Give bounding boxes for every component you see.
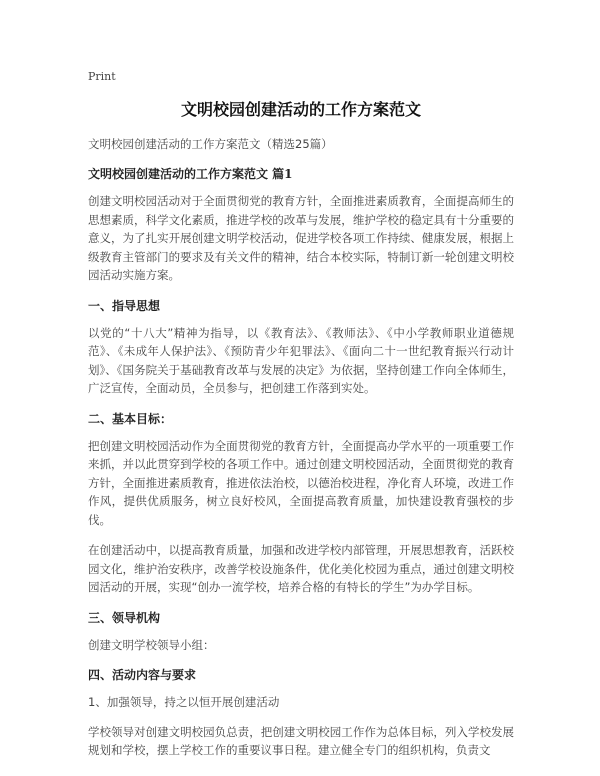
section-basic-goals-heading: 二、基本目标： xyxy=(88,411,173,426)
section-activities-item-1: 1、加强领导，持之以恒开展创建活动 xyxy=(88,694,280,709)
document-title: 文明校园创建活动的工作方案范文 xyxy=(180,100,421,119)
section-basic-goals-text-2: 在创建活动中，以提高教育质量，加强和改进学校内部管理，开展思想教育，活跃校园文化，维护治安秩序，改善学校设施条件，优化美化校园为重点，通过创建文明校园活动的开展，实现“创办一流学校，培养合格的有特长的学生”为办学目标。 xyxy=(88,543,514,594)
section-activities-text: 学校领导对创建文明校园负总责，把创建文明校园工作作为总体目标，列入学校发展规划和学校，摆上学校工作的重要议事日程。建立健全专门的组织机构，负责文 xyxy=(88,724,514,757)
section-guiding-ideology-heading: 一、指导思想 xyxy=(88,298,161,313)
section-leadership-text: 创建文明学校领导小组： xyxy=(88,637,215,652)
print-label[interactable]: Print xyxy=(88,70,116,83)
document-subtitle: 文明校园创建活动的工作方案范文（精选25篇） xyxy=(88,137,333,151)
section-leadership-heading: 三、领导机构 xyxy=(88,610,161,625)
article-heading: 文明校园创建活动的工作方案范文 篇1 xyxy=(88,167,293,181)
section-basic-goals-text-1: 把创建文明校园活动作为全面贯彻党的教育方针，全面提高办学水平的一项重要工作来抓，并以此贯穿到学校的各项工作中。通过创建文明校园活动，全面贯彻党的教育方针，全面推进素质教育，推进依法治校，以德治校进程，净化育人环境，改进工作作风，提供优质服务，树立良好校风，全面提高教育质量，加快建设教育强校的步伐。 xyxy=(88,438,514,527)
section-activities-heading: 四、活动内容与要求 xyxy=(88,667,197,682)
intro-paragraph: 创建文明校园活动对于全面贯彻党的教育方针，全面推进素质教育，全面提高师生的思想素质，科学文化素质，推进学校的改革与发展，维护学校的稳定具有十分重要的意义，为了扎实开展创建文明学校活动，促进学校各项工作持续、健康发展，根据上级教育主管部门的要求及有关文件的精神，结合本校实际，特制订新一轮创建文明校园活动实施方案。 xyxy=(88,194,514,282)
section-guiding-ideology-text: 以党的“十八大”精神为指导，以《教育法》、《教师法》、《中小学教师职业道德规范》、《未成年人保护法》、《预防青少年犯罪法》、《面向二十一世纪教育振兴行动计划》、《国务院关于基础教育改革与发展的决定》为依据，坚持创建工作向全体师生，广泛宣传，全面动员，全员参与，把创建工作落到实处。 xyxy=(88,325,514,395)
